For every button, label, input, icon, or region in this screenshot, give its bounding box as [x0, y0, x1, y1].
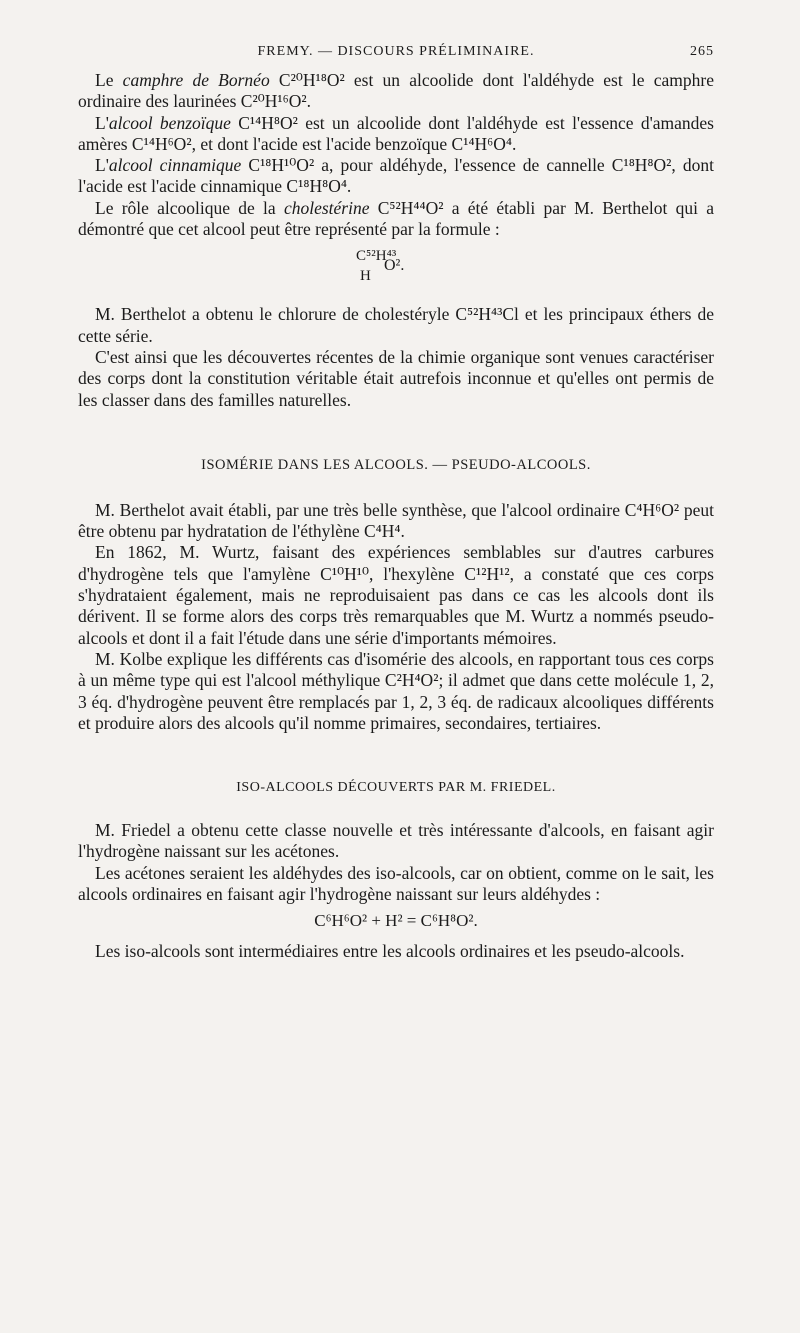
- paragraph: M. Friedel a obtenu cette classe nouvelle et très intéressante d'alcools, en faisant agir l'hydrogène naissant sur les acétones.: [78, 820, 714, 862]
- text-run: C²⁰H¹⁸O² est un alcoolide dont l'aldéhyde est le camphre ordinaire des laurinées C²⁰H¹⁶O².: [78, 70, 715, 112]
- text-run: Le rôle alcoolique de la: [95, 197, 284, 218]
- text-run: C¹⁴H⁸O² est un alcoolide dont l'aldéhyde est l'essence d'amandes amères C¹⁴H⁶O², et dont l'acide est l'acide benzoïque C¹⁴H⁶O⁴.: [78, 112, 714, 154]
- text-run: Le: [95, 70, 123, 90]
- paragraph: M. Berthelot avait établi, par une très belle synthèse, que l'alcool ordinaire C⁴H⁶O² peut être obtenu par hydratation de l'éthylène C⁴H⁴.: [78, 499, 714, 542]
- page-number: 265: [690, 44, 714, 59]
- paragraph: Les acétones seraient les aldéhydes des iso-alcools, car on obtient, comme on le sait, les alcools ordinaires en faisant agir l'hydrogène naissant sur leurs aldéhydes :: [78, 862, 714, 905]
- chemical-equation: C⁶H⁶O² + H² = C⁶H⁸O².: [314, 911, 478, 931]
- paragraph: C'est ainsi que les découvertes récentes de la chimie organique sont venues caractériser des corps dont la constitution véritable était autrefois inconnue et qu'elles ont permis de les classer dans des familles naturelles.: [78, 346, 714, 410]
- paragraph: En 1862, M. Wurtz, faisant des expériences semblables sur d'autres carbures d'hydrogène tels que l'amylène C¹⁰H¹⁰, l'hexylène C¹²H¹², a constaté que ces corps s'hydrataient également, mais ne reproduisaient pas dans ce cas les alcools dont ils dérivent. Il se forme alors des corps très remarquables que M. Wurtz a nommés pseudo-alcools et dont il a fait l'étude dans une série d'importants mémoires.: [78, 542, 714, 648]
- paragraph: M. Kolbe explique les différents cas d'isomérie des alcools, en rapportant tous ces corps à un même type qui est l'alcool méthylique C²H⁴O²; il admet que dans cette molécule 1, 2, 3 éq. d'hydrogène peuvent être remplacés par 1, 2, 3 éq. de radicaux alcooliques différents et produire alors des alcools qu'il nomme primaires, secondaires, tertiaires.: [78, 648, 714, 733]
- paragraph: [78, 198, 714, 241]
- section-heading: ISOMÉRIE DANS LES ALCOOLS. — PSEUDO-ALCOOLS.: [201, 456, 591, 473]
- formula-top: C⁵²H⁴³: [356, 248, 397, 265]
- italic-term: alcool cinnamique: [108, 155, 242, 176]
- italic-term: cholestérine: [283, 197, 370, 218]
- structural-formula: [78, 244, 714, 298]
- text-run: L': [95, 155, 109, 176]
- formula-right: O².: [384, 257, 405, 275]
- text-run: C¹⁸H¹⁰O² a, pour aldéhyde, l'essence de cannelle C¹⁸H⁸O², dont l'acide est l'acide cinnamique C¹⁸H⁸O⁴.: [78, 155, 714, 197]
- running-title: FREMY. — DISCOURS PRÉLIMINAIRE.: [257, 44, 535, 59]
- paragraph: [78, 113, 714, 156]
- paragraph: Les iso-alcools sont intermédiaires entre les alcools ordinaires et les pseudo-alcools.: [95, 941, 685, 962]
- text-run: C⁵²H⁴⁴O² a été établi par M. Berthelot qui a démontré que cet alcool peut être représenté par la formule :: [78, 197, 714, 240]
- section-heading: ISO-ALCOOLS DÉCOUVERTS PAR M. FRIEDEL.: [236, 780, 556, 796]
- paragraph: M. Berthelot a obtenu le chlorure de cholestéryle C⁵²H⁴³Cl et les principaux éthers de cette série.: [78, 304, 714, 346]
- italic-term: camphre de Bornéo: [122, 70, 270, 90]
- paragraph: [78, 70, 714, 113]
- text-run: L': [95, 112, 109, 133]
- formula-bottom: H: [360, 268, 371, 285]
- paragraph: [78, 155, 714, 198]
- body-text: [78, 70, 714, 963]
- page-header: [78, 44, 714, 64]
- italic-term: alcool benzoïque: [108, 112, 231, 133]
